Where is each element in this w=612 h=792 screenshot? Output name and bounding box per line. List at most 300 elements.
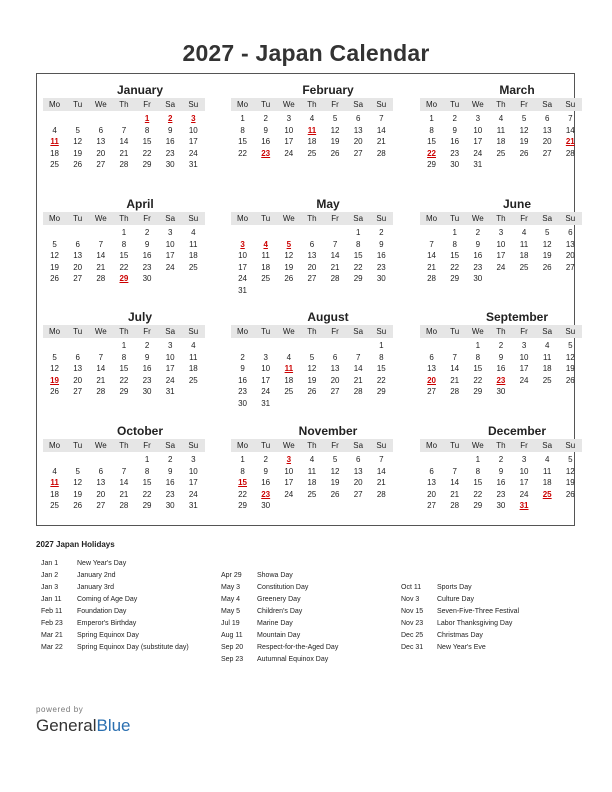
- day-cell: 10: [188, 466, 198, 476]
- day-cell: 11: [496, 125, 506, 135]
- day-cell: 15: [376, 364, 386, 373]
- empty-cell: [231, 340, 254, 352]
- holiday-date: Sep 23: [221, 656, 244, 663]
- day-cell: 2: [144, 228, 150, 237]
- day-cell: 25: [188, 262, 198, 272]
- holiday-entry: [221, 594, 338, 606]
- day-cell: 3: [286, 114, 292, 123]
- month-november: [231, 423, 393, 512]
- empty-cell: [231, 227, 254, 239]
- holiday-name: Showa Day: [257, 572, 293, 579]
- day-cell: 27: [96, 160, 106, 169]
- day-cell: 10: [473, 125, 483, 135]
- weekday-label: Su: [565, 441, 576, 450]
- holiday-date: Nov 15: [401, 608, 424, 615]
- day-cell: 14: [565, 125, 575, 135]
- holiday-date: Apr 29: [221, 572, 242, 579]
- day-cell: 27: [96, 501, 106, 510]
- day-cell: 26: [330, 148, 340, 158]
- weekday-label: Sa: [353, 214, 364, 223]
- day-cell: 19: [73, 148, 83, 158]
- day-cell: 9: [263, 125, 268, 135]
- holiday-name: New Year's Eve: [437, 644, 486, 651]
- day-cell: 5: [75, 466, 80, 476]
- weekday-label: Mo: [426, 441, 438, 450]
- day-cell: 17: [165, 251, 175, 260]
- day-cell: 22: [450, 262, 460, 272]
- day-grid: [43, 340, 205, 398]
- empty-cell: [66, 454, 89, 466]
- day-cell: 5: [52, 239, 57, 249]
- month-name-label: March: [499, 83, 535, 97]
- weekday-label: We: [282, 100, 295, 109]
- day-cell: 6: [309, 239, 315, 249]
- weekday-label: Mo: [49, 214, 61, 223]
- day-cell: 23: [450, 148, 460, 158]
- day-cell: 1: [121, 341, 127, 350]
- holiday-name: Autumnal Equinox Day: [257, 656, 329, 663]
- holiday-day-cell: 5: [286, 239, 292, 249]
- weekday-label: Su: [188, 214, 199, 223]
- holiday-entry: [221, 630, 338, 642]
- month-may: [231, 196, 393, 296]
- day-cell: 12: [284, 251, 294, 260]
- month-name: [43, 196, 205, 212]
- day-cell: 11: [543, 352, 552, 362]
- day-cell: 15: [142, 137, 152, 146]
- day-cell: 1: [475, 341, 481, 350]
- day-grid: [43, 113, 205, 171]
- day-cell: 16: [238, 375, 248, 385]
- day-cell: 2: [144, 341, 150, 350]
- month-name: [43, 82, 205, 98]
- holiday-name: Seven-Five-Three Festival: [437, 608, 520, 615]
- day-cell: 31: [188, 160, 198, 169]
- holiday-name: January 3rd: [77, 584, 114, 591]
- day-cell: 24: [284, 489, 294, 499]
- weekday-label: Fr: [520, 327, 528, 336]
- day-cell: 15: [473, 478, 483, 487]
- day-cell: 8: [240, 125, 245, 135]
- day-cell: 6: [75, 352, 80, 362]
- weekday-label: Tu: [73, 327, 83, 336]
- month-september: [420, 309, 582, 398]
- day-cell: 15: [427, 137, 437, 146]
- day-cell: 8: [121, 352, 127, 362]
- day-cell: 5: [544, 228, 550, 237]
- holiday-name: Constitution Day: [257, 584, 309, 591]
- day-cell: 26: [565, 489, 575, 499]
- weekday-label: Tu: [73, 100, 83, 109]
- day-cell: 18: [284, 375, 294, 385]
- weekday-label: Mo: [49, 100, 61, 109]
- day-cell: 29: [142, 501, 152, 510]
- day-cell: 23: [473, 262, 483, 272]
- month-february: [231, 82, 393, 159]
- day-cell: 24: [165, 375, 175, 385]
- day-cell: 28: [376, 489, 386, 499]
- empty-cell: [89, 340, 112, 352]
- weekday-header: [43, 439, 205, 452]
- day-cell: 15: [450, 251, 460, 260]
- day-cell: 20: [427, 489, 437, 499]
- brand-name-part1: General: [36, 716, 97, 735]
- weekday-label: Mo: [237, 327, 249, 336]
- day-cell: 28: [565, 148, 575, 158]
- day-cell: 7: [452, 466, 457, 476]
- day-cell: 7: [98, 239, 104, 249]
- holiday-entry: [401, 642, 519, 654]
- day-cell: 9: [452, 125, 457, 135]
- holiday-date: Oct 11: [401, 584, 422, 591]
- day-cell: 19: [565, 478, 575, 487]
- day-cell: 17: [261, 375, 271, 385]
- day-cell: 3: [167, 341, 173, 350]
- day-cell: 3: [191, 455, 196, 464]
- holiday-entry: [401, 594, 519, 606]
- day-cell: 18: [307, 137, 317, 146]
- empty-cell: [66, 113, 89, 125]
- weekday-label: Tu: [261, 214, 271, 223]
- holiday-day-cell: 11: [284, 364, 294, 373]
- holiday-date: Sep 20: [221, 644, 244, 651]
- day-cell: 25: [50, 160, 60, 169]
- month-name: [420, 423, 582, 439]
- weekday-label: Fr: [331, 441, 339, 450]
- holiday-date: Feb 11: [41, 608, 63, 615]
- day-cell: 5: [568, 455, 573, 464]
- day-cell: 29: [427, 160, 437, 169]
- day-cell: 21: [96, 262, 106, 272]
- holiday-entry: [401, 630, 519, 642]
- day-cell: 4: [521, 228, 527, 237]
- day-cell: 18: [188, 251, 198, 260]
- day-cell: 12: [330, 125, 340, 135]
- day-cell: 13: [427, 478, 437, 487]
- holiday-day-cell: 3: [191, 114, 196, 123]
- weekday-label: Su: [376, 327, 387, 336]
- day-cell: 23: [376, 262, 386, 272]
- day-cell: 22: [238, 489, 248, 499]
- day-cell: 17: [496, 251, 506, 260]
- day-grid: [420, 113, 582, 171]
- month-name-label: June: [502, 197, 531, 211]
- weekday-label: Su: [565, 214, 576, 223]
- day-cell: 20: [307, 262, 317, 272]
- weekday-label: Sa: [165, 327, 176, 336]
- day-cell: 20: [542, 137, 552, 146]
- day-cell: 5: [75, 125, 80, 135]
- day-cell: 1: [355, 228, 361, 237]
- day-cell: 14: [450, 478, 460, 487]
- day-cell: 10: [188, 125, 198, 135]
- day-cell: 31: [473, 160, 483, 169]
- day-cell: 31: [238, 285, 248, 295]
- day-cell: 4: [191, 341, 196, 350]
- weekday-label: Tu: [450, 100, 460, 109]
- weekday-label: Su: [188, 100, 199, 109]
- day-cell: 17: [238, 262, 248, 272]
- day-cell: 30: [376, 274, 386, 283]
- day-cell: 31: [165, 387, 175, 396]
- weekday-label: Su: [188, 441, 199, 450]
- holiday-day-cell: 20: [427, 375, 437, 385]
- day-grid: [420, 340, 582, 398]
- day-cell: 6: [429, 352, 434, 362]
- weekday-header: [43, 98, 205, 111]
- empty-cell: [324, 340, 347, 352]
- day-cell: 7: [332, 239, 338, 249]
- empty-cell: [420, 227, 443, 239]
- day-cell: 14: [427, 251, 437, 260]
- weekday-label: Su: [376, 214, 387, 223]
- day-cell: 14: [376, 125, 386, 135]
- weekday-label: Fr: [520, 441, 528, 450]
- day-cell: 13: [353, 466, 363, 476]
- empty-cell: [112, 113, 135, 125]
- day-cell: 2: [452, 114, 457, 123]
- empty-cell: [420, 340, 443, 352]
- day-cell: 24: [496, 262, 506, 272]
- holiday-day-cell: 3: [240, 239, 245, 249]
- day-cell: 24: [165, 262, 175, 272]
- day-cell: 22: [238, 148, 248, 158]
- month-name: [231, 82, 393, 98]
- day-cell: 14: [119, 478, 129, 487]
- day-cell: 23: [142, 375, 152, 385]
- day-cell: 25: [307, 489, 317, 499]
- day-cell: 17: [473, 137, 483, 146]
- day-cell: 14: [96, 364, 106, 373]
- weekday-label: We: [94, 214, 107, 223]
- day-cell: 30: [496, 387, 506, 396]
- brand-logo: [36, 716, 131, 736]
- day-cell: 16: [165, 478, 175, 487]
- day-cell: 9: [240, 364, 245, 373]
- day-cell: 17: [519, 364, 529, 373]
- day-cell: 10: [261, 364, 271, 373]
- day-cell: 16: [142, 251, 152, 260]
- day-cell: 6: [355, 114, 361, 123]
- day-cell: 6: [355, 455, 361, 464]
- day-cell: 10: [165, 239, 175, 249]
- day-cell: 2: [263, 455, 268, 464]
- day-cell: 30: [165, 501, 175, 510]
- day-cell: 27: [353, 489, 363, 499]
- day-cell: 27: [427, 387, 437, 396]
- day-cell: 25: [307, 148, 317, 158]
- day-cell: 16: [496, 364, 506, 373]
- day-cell: 12: [73, 478, 83, 487]
- day-cell: 8: [240, 466, 245, 476]
- month-january: [43, 82, 205, 171]
- weekday-header: [231, 98, 393, 111]
- day-cell: 16: [473, 251, 483, 260]
- day-cell: 24: [284, 148, 294, 158]
- day-cell: 21: [353, 375, 363, 385]
- weekday-label: Th: [119, 214, 129, 223]
- day-cell: 17: [284, 137, 294, 146]
- weekday-label: Tu: [450, 441, 460, 450]
- day-cell: 24: [188, 489, 198, 499]
- weekday-label: Mo: [426, 327, 438, 336]
- day-cell: 22: [353, 262, 363, 272]
- day-cell: 16: [496, 478, 506, 487]
- day-grid: [43, 454, 205, 512]
- day-cell: 3: [498, 228, 504, 237]
- day-cell: 18: [50, 489, 60, 499]
- day-cell: 28: [119, 501, 129, 510]
- day-cell: 2: [240, 352, 245, 362]
- weekday-header: [231, 439, 393, 452]
- weekday-label: Sa: [353, 327, 364, 336]
- weekday-label: Tu: [261, 327, 271, 336]
- day-cell: 7: [121, 466, 127, 476]
- holiday-name: Foundation Day: [77, 608, 127, 615]
- day-cell: 7: [98, 352, 104, 362]
- weekday-label: Tu: [73, 441, 83, 450]
- day-cell: 24: [519, 375, 529, 385]
- day-cell: 19: [73, 489, 83, 499]
- day-grid: [420, 227, 582, 285]
- holiday-date: Dec 25: [401, 632, 424, 639]
- holiday-day-cell: 11: [50, 137, 59, 146]
- empty-cell: [300, 227, 323, 239]
- day-cell: 30: [496, 501, 506, 510]
- holiday-entry: [401, 582, 519, 594]
- month-name-label: February: [302, 83, 354, 97]
- holiday-day-cell: 22: [427, 148, 437, 158]
- weekday-label: Sa: [165, 441, 176, 450]
- day-cell: 18: [542, 478, 552, 487]
- day-cell: 12: [519, 125, 529, 135]
- weekday-label: Tu: [261, 441, 271, 450]
- day-cell: 7: [121, 125, 127, 135]
- day-cell: 30: [473, 274, 483, 283]
- day-cell: 3: [167, 228, 173, 237]
- day-cell: 6: [332, 352, 338, 362]
- weekday-header: [43, 325, 205, 338]
- day-cell: 6: [544, 114, 550, 123]
- day-cell: 19: [565, 364, 575, 373]
- holiday-day-cell: 1: [144, 114, 150, 123]
- day-cell: 14: [376, 466, 386, 476]
- weekday-label: Th: [119, 327, 129, 336]
- day-cell: 16: [450, 137, 460, 146]
- day-cell: 12: [50, 364, 60, 373]
- day-cell: 21: [96, 375, 106, 385]
- weekday-label: We: [471, 100, 484, 109]
- day-cell: 8: [475, 352, 481, 362]
- weekday-label: We: [471, 441, 484, 450]
- day-cell: 2: [498, 455, 504, 464]
- day-cell: 27: [73, 387, 83, 396]
- holiday-day-cell: 3: [286, 455, 292, 464]
- day-cell: 10: [284, 125, 294, 135]
- day-cell: 26: [307, 387, 317, 396]
- month-name-label: August: [307, 310, 349, 324]
- day-cell: 12: [330, 466, 340, 476]
- holiday-entry: [221, 654, 338, 666]
- day-cell: 17: [519, 478, 529, 487]
- day-cell: 23: [165, 489, 175, 499]
- day-cell: 15: [119, 364, 129, 373]
- weekday-label: Tu: [261, 100, 271, 109]
- day-cell: 13: [565, 239, 575, 249]
- day-cell: 1: [429, 114, 434, 123]
- month-name: [420, 309, 582, 325]
- day-cell: 1: [379, 341, 384, 350]
- day-grid: [231, 113, 393, 159]
- month-october: [43, 423, 205, 512]
- weekday-label: Th: [307, 214, 317, 223]
- day-cell: 30: [165, 160, 175, 169]
- day-cell: 3: [263, 352, 268, 362]
- day-cell: 17: [284, 478, 294, 487]
- day-cell: 9: [167, 466, 173, 476]
- weekday-label: Su: [565, 327, 576, 336]
- day-cell: 19: [330, 137, 340, 146]
- day-cell: 8: [144, 466, 150, 476]
- day-cell: 2: [379, 228, 384, 237]
- day-cell: 12: [307, 364, 317, 373]
- day-cell: 22: [142, 489, 152, 499]
- day-cell: 24: [473, 148, 483, 158]
- day-cell: 16: [165, 137, 175, 146]
- day-cell: 19: [50, 262, 60, 272]
- weekday-label: Sa: [353, 100, 364, 109]
- weekday-label: We: [94, 441, 107, 450]
- day-cell: 18: [542, 364, 552, 373]
- holiday-entry: [221, 642, 338, 654]
- day-cell: 27: [542, 148, 552, 158]
- day-cell: 11: [189, 352, 198, 362]
- weekday-label: Sa: [165, 214, 176, 223]
- holiday-day-cell: 4: [263, 239, 268, 249]
- day-cell: 13: [427, 364, 437, 373]
- day-cell: 20: [96, 489, 106, 499]
- day-cell: 13: [73, 251, 83, 260]
- day-cell: 8: [475, 466, 481, 476]
- weekday-label: Mo: [426, 214, 438, 223]
- holiday-name: Emperor's Birthday: [77, 620, 137, 627]
- day-cell: 15: [119, 251, 129, 260]
- weekday-label: Mo: [49, 441, 61, 450]
- day-cell: 29: [450, 274, 460, 283]
- holiday-day-cell: 2: [167, 114, 173, 123]
- day-cell: 17: [188, 478, 198, 487]
- day-cell: 23: [238, 387, 248, 396]
- weekday-label: We: [471, 214, 484, 223]
- day-cell: 9: [144, 239, 150, 249]
- day-cell: 31: [261, 398, 271, 408]
- weekday-label: Tu: [450, 214, 460, 223]
- day-cell: 2: [263, 114, 268, 123]
- day-cell: 10: [519, 352, 529, 362]
- weekday-label: We: [282, 441, 295, 450]
- day-cell: 15: [142, 478, 152, 487]
- day-cell: 21: [119, 489, 129, 499]
- day-cell: 3: [521, 341, 527, 350]
- holiday-entry: [221, 606, 338, 618]
- holiday-date: Mar 22: [41, 644, 63, 651]
- day-grid: [231, 227, 393, 296]
- holiday-name: Respect-for-the-Aged Day: [257, 644, 339, 651]
- weekday-label: Sa: [542, 214, 553, 223]
- day-cell: 9: [475, 239, 481, 249]
- holiday-entry: [41, 570, 189, 582]
- weekday-label: Mo: [237, 214, 249, 223]
